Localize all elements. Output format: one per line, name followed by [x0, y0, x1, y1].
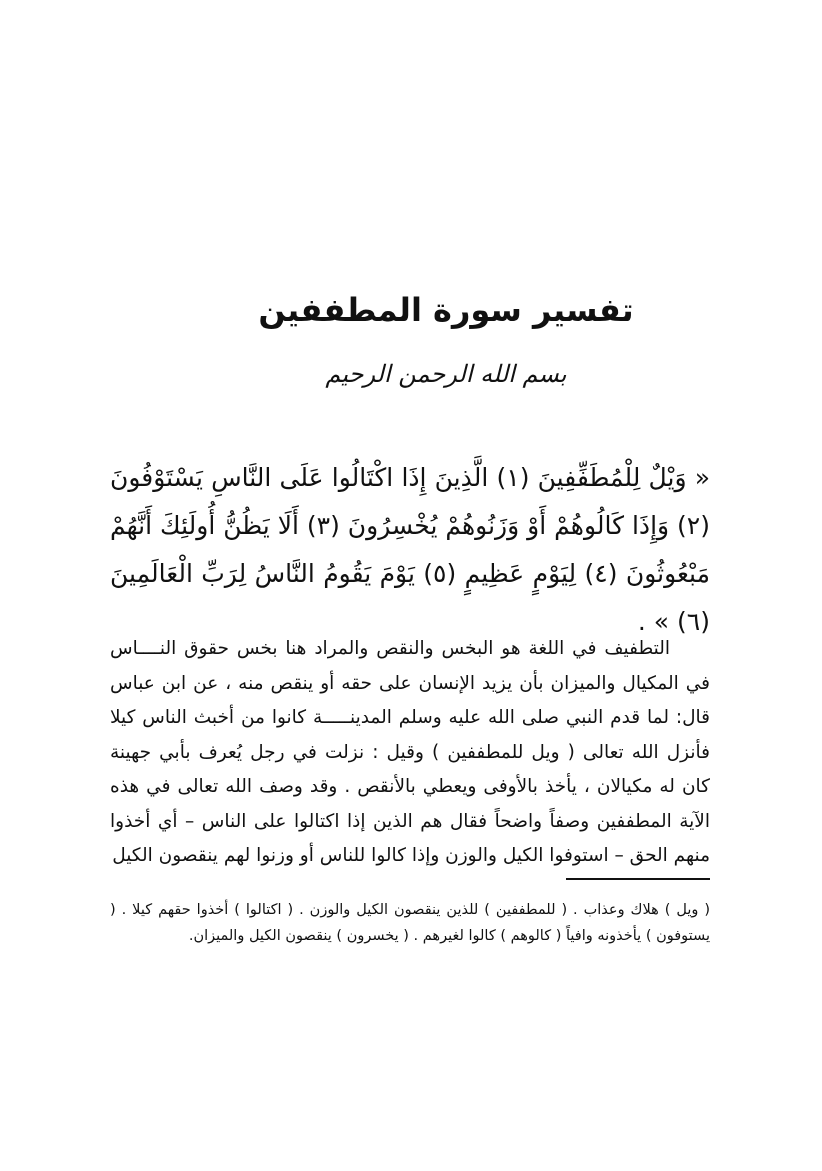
commentary-paragraph: التطفيف في اللغة هو البخس والنقص والمراد هنا بخس حقوق النــــاس في المكيال والميزان بأن يزيد الإنسان على حقه أو ينقص منه ، عن ابن عباس قال: لما قدم النبي صلى الله عليه وسلم المدينـــــة كانوا من أخبث الناس كيلا فأنزل الله تعالى ( ويل للمطففين ) وقيل : نزلت في رجل يُعرف بأبي جهينة كان له مكيالان ، يأخذ بالأوفى ويعطي بالأنقص . وقد وصف الله تعالى في هذه الآية المطففين وصفاً واضحاً فقال هم الذين إذا اكتالوا على الناس – أي أخذوا منهم الحق – استوفوا الكيل والوزن وإذا كالوا للناس أو وزنوا لهم ينقصون الكيل — [110, 638, 710, 866]
page-title: تفسير سورة المطففين — [258, 291, 634, 329]
quran-verses: « وَيْلٌ لِلْمُطَفِّفِينَ (١) الَّذِينَ إِذَا اكْتَالُوا عَلَى النَّاسِ يَسْتَوْفُونَ (٢) وَإِذَا كَالُوهُمْ أَوْ وَزَنُوهُمْ يُخْسِرُونَ (٣) أَلَا يَظُنُّ أُولَئِكَ أَنَّهُمْ مَبْعُوثُونَ (٤) لِيَوْمٍ عَظِيمٍ (٥) يَوْمَ يَقُومُ النَّاسُ لِرَبِّ الْعَالَمِينَ (٦) » . — [110, 463, 710, 636]
basmala-calligraphy: بسم الله الرحمن الرحيم — [325, 360, 567, 388]
footnote-separator — [566, 878, 710, 880]
footnote-glossary: ( ويل ) هلاك وعذاب . ( للمطففين ) للذين ينقصون الكيل والوزن . ( اكتالوا ) أخذوا حقهم كيلا . ( يستوفون ) يأخذونه وافياً ( كالوهم ) كالوا لغيرهم . ( يخسرون ) ينقصون الكيل والميزان. — [110, 902, 710, 944]
